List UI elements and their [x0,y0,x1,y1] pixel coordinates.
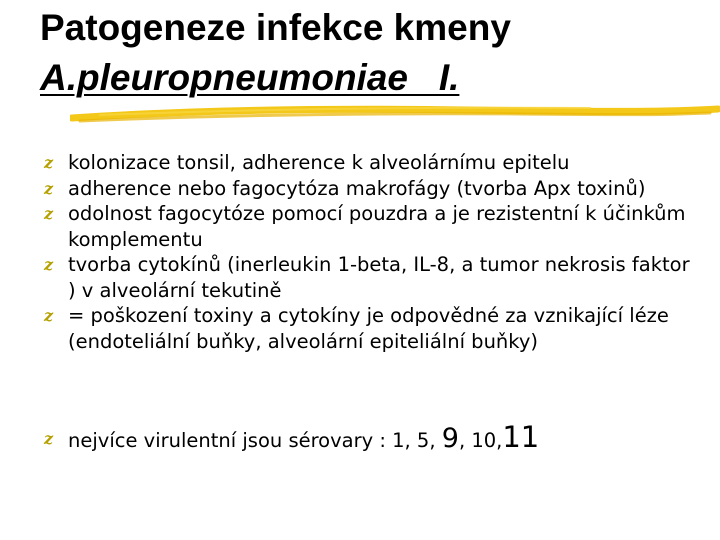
list-item [44,150,694,176]
serovar-11: 11 [502,420,540,454]
bullet-text: odolnost fagocytóze pomocí pouzdra a je rezistentní k účinkům komplementu [68,202,686,251]
bullet-list [44,150,694,354]
list-item [44,303,694,354]
z-bullet-icon: z [44,429,54,448]
list-item [44,252,694,303]
bullet-text: tvorba cytokínů (inerleukin 1-beta, IL-8, a tumor nekrosis faktor ) v alveolární tekutině [68,253,690,302]
slide-title-line2: A.pleuropneumoniae I. [40,57,460,98]
bullet-text: = poškození toxiny a cytokíny je odpovědné za vznikající léze (endoteliální buňky, alveolární epiteliální buňky) [68,304,669,353]
z-bullet-icon: z [44,153,54,172]
z-bullet-icon: z [44,306,54,325]
brush-stroke-underline [70,104,720,126]
bullet-text: kolonizace tonsil, adherence k alveolárnímu epitelu [68,151,570,174]
serovar-9: 9 [441,423,459,454]
slide-title-line1: Patogeneze infekce kmeny [40,7,511,48]
list-item [44,201,694,252]
z-bullet-icon: z [44,255,54,274]
list-item [44,176,694,202]
z-bullet-icon: z [44,204,54,223]
serovars-prefix: nejvíce virulentní jsou sérovary : 1, 5, [68,429,442,452]
serovars-middle: , 10, [458,429,503,452]
z-bullet-icon: z [44,178,54,198]
list-item-serovars [44,417,539,461]
bullet-text: adherence nebo fagocytóza makrofágy (tvorba Apx toxinů) [68,176,646,200]
